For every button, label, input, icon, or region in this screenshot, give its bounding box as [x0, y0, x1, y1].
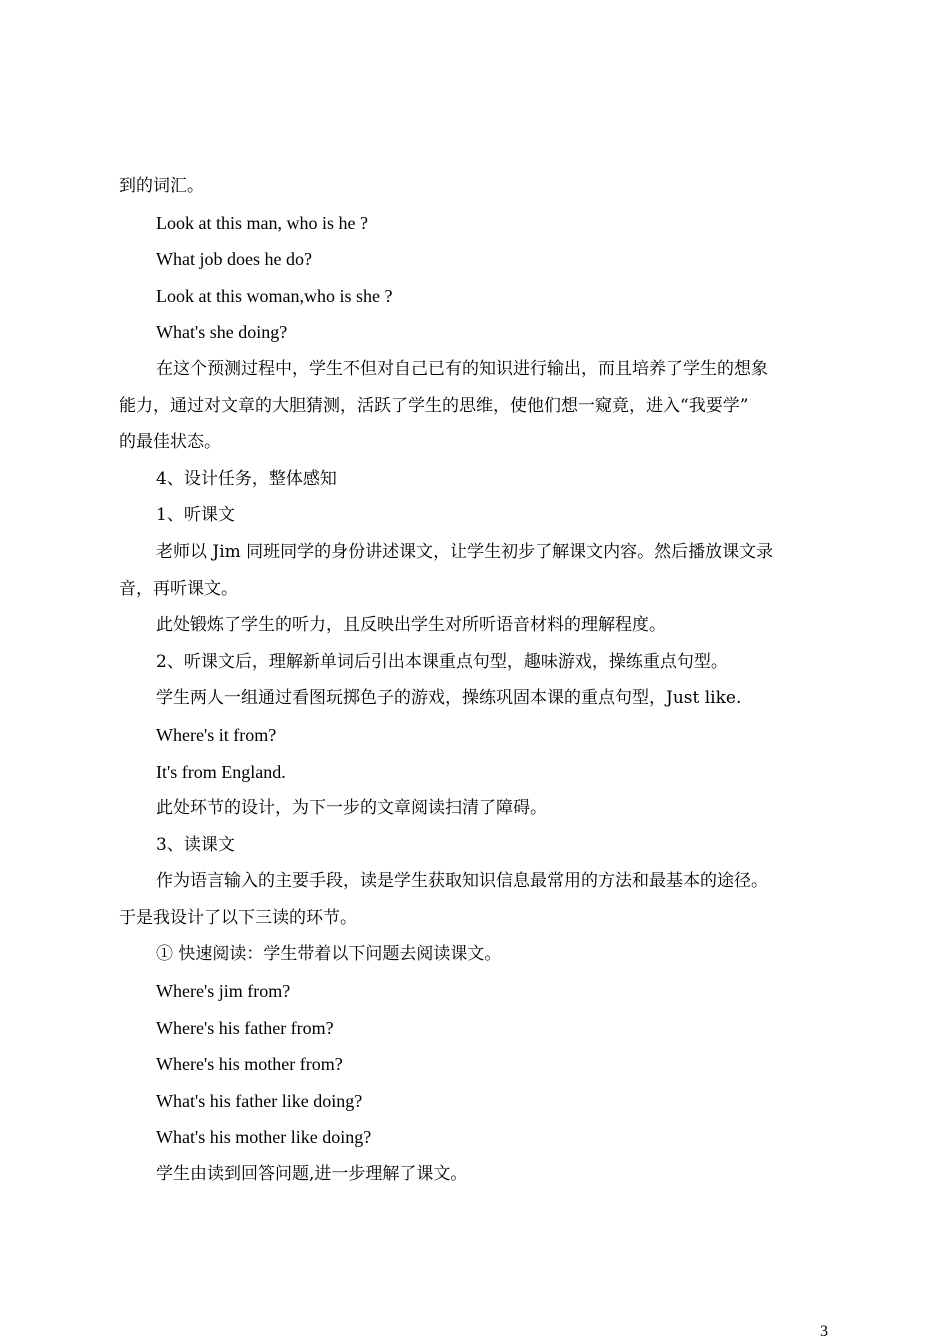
text-line: What's his mother like doing? [156, 1127, 372, 1148]
text-line: 此处锻炼了学生的听力，且反映出学生对所听语音材料的理解程度。 [156, 615, 666, 636]
text-line: 在这个预测过程中，学生不但对自己已有的知识进行输出，而且培养了学生的想象 [156, 358, 768, 379]
text-line: 学生由读到回答问题,进一步理解了课文。 [156, 1164, 468, 1185]
text-line: 作为语言输入的主要手段，读是学生获取知识信息最常用的方法和最基本的途径。 [156, 871, 768, 892]
text-line: 的最佳状态。 [119, 432, 221, 453]
text-line: Where's his mother from? [156, 1054, 343, 1075]
text-line: 2、听课文后，理解新单词后引出本课重点句型，趣味游戏，操练重点句型。 [156, 651, 728, 672]
text-line: 4、设计任务，整体感知 [156, 468, 337, 489]
text-line: Look at this woman,who is she ? [156, 285, 393, 306]
text-line: 于是我设计了以下三读的环节。 [119, 907, 357, 928]
text-line: It's from England. [156, 761, 286, 782]
document-body [119, 168, 837, 1193]
text-line: 到的词汇。 [119, 176, 204, 196]
text-line: What's she doing? [156, 322, 288, 343]
text-line: Where's it from? [156, 724, 277, 745]
page-number: 3 [820, 1323, 828, 1340]
text-line: 学生两人一组通过看图玩掷色子的游戏，操练巩固本课的重点句型，Just like. [156, 688, 742, 709]
text-line: Where's jim from? [156, 981, 291, 1002]
text-line: Look at this man, who is he ? [156, 212, 368, 233]
text-line: Where's his father from? [156, 1017, 334, 1038]
text-line: 音，再听课文。 [119, 578, 238, 599]
text-line: 3、读课文 [156, 834, 235, 855]
text-line: What's his father like doing? [156, 1090, 363, 1111]
text-line: 此处环节的设计，为下一步的文章阅读扫清了障碍。 [156, 798, 547, 819]
text-line: 1、听课文 [156, 505, 235, 526]
text-line: 能力，通过对文章的大胆猜测，活跃了学生的思维，使他们想一窥竟，进入“我要学” [119, 395, 749, 416]
text-line: ① 快速阅读：学生带着以下问题去阅读课文。 [156, 944, 502, 965]
text-line: What job does he do? [156, 249, 312, 270]
text-line: 老师以 Jim 同班同学的身份讲述课文，让学生初步了解课文内容。然后播放课文录 [156, 541, 774, 562]
